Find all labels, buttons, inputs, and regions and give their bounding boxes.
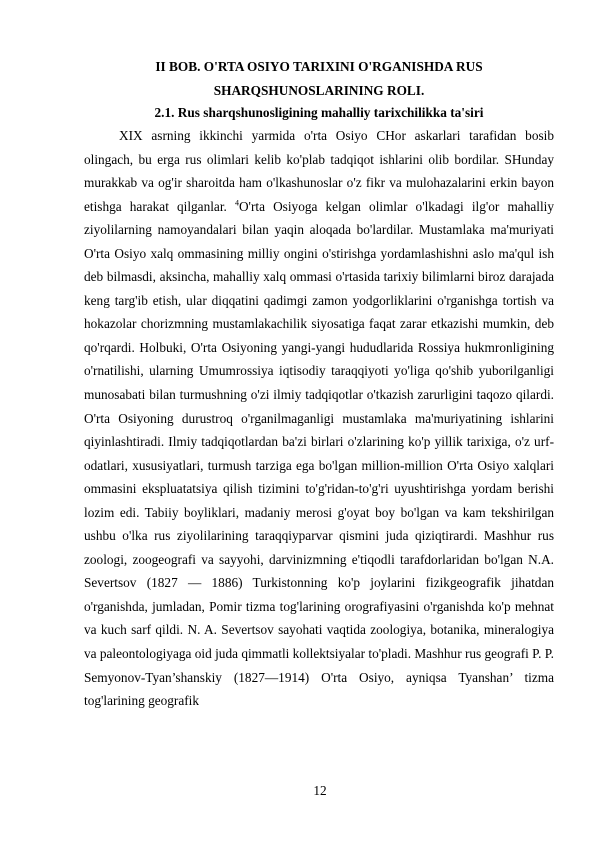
chapter-title-line2: SHARQSHUNOSLARINING ROLI.	[213, 82, 425, 98]
footnote-marker[interactable]: 4	[234, 198, 239, 208]
paragraph-text-part1: XIX asrning ikkinchi yarmida o'rta Osiyo CHor askarlari tarafidan bosib olingach, bu erga rus olimlari kelib ko'plab tadqiqot ishlarini olib bordilar. SHunday murakkab va og'ir sharoitda ham o'lkashunoslar o'z fikr va mulohazalarini erkin bayon etishga harakat qilganlar.	[84, 128, 554, 214]
section-title: 2.1. Rus sharqshunosligining mahalliy tarixchilikka ta'siri	[154, 105, 484, 120]
chapter-title-line1: II BOB. O'RTA OSIYO TARIXINI O'RGANISHDA RUS	[155, 59, 483, 74]
chapter-title	[84, 55, 554, 102]
page-number: 12	[313, 783, 327, 798]
body-paragraph	[84, 124, 554, 713]
paragraph-text-part2: O'rta Osiyoga kelgan olimlar o'lkadagi ilg'or mahalliy ziyolilarning namoyandalari bilan yaqin aloqada bo'lardilar. Mustamlaka ma'muriyati O'rta Osiyo xalq ommasining milliy ongini o'stirishga yordamlashishni aslo ma'qul ish deb bilmasdi, aksincha, mahalliy xalq ommasi o'rtasida tarixiy bilimlarni biroz darajada keng targ'ib etish, ular diqqatini qadimgi zamon yodgorliklarini o'rganishga tortish va hokazolar chorizmning mustamlakachilik siyosatiga faqat zarar etkazishi mumkin, deb qo'rqardi. Holbuki, O'rta Osiyoning yangi-yangi hududlarida Rossiya hukmronligining o'rnatilishi, ularning Umumrossiya iqtisodiy taraqqiyoti yo'liga qo'shib yuborilganligi munosabati bilan turmushning o'zi ilmiy tadqiqotlar o'tkazish zarurligini taqozo qilardi. O'rta Osiyoning durustroq o'rganilmaganligi mustamlaka ma'muriyatining ishlarini qiyinlashtiradi. Ilmiy tadqiqotlardan ba'zi birlari o'zlarining ko'p yillik tarixiga, o'z urf-odatlari, xususiyatlari, turmush tarziga ega bo'lgan million-million O'rta Osiyo xalqlari ommasini ekspluatatsiya qilish tizimini to'g'ridan-to'g'ri uyushtirishga yordam berishi lozim edi. Tabiiy boyliklari, madaniy merosi g'oyat boy bo'lgan va kam tekshirilgan ushbu o'lka rus ziyolilarining taraqqiyparvar qismini juda qiziqtirardi. Mashhur rus zoologi, zoogeografi va sayyohi, darvinizmning e'tiqodli tarafdorlaridan bo'lgan N.A. Severtsov (1827 — 1886) Turkistonning ko'p joylarini fizikgeografik jihatdan o'rganishda, jumladan, Pomir tizma tog'larining orografiyasini o'rganishda ko'p mehnat va kuch sarf qildi. N. A. Severtsov sayohati vaqtida zoologiya, botanika, mineralogiya va paleontologiyaga oid juda qimmatli kollektsiyalar to'pladi. Mashhur rus geografi P. P. Semyonov-Tyan’shanskiy (1827—1914) O'rta Osiyo, ayniqsa Tyanshan’ tizma tog'larining geografik	[84, 198, 554, 709]
